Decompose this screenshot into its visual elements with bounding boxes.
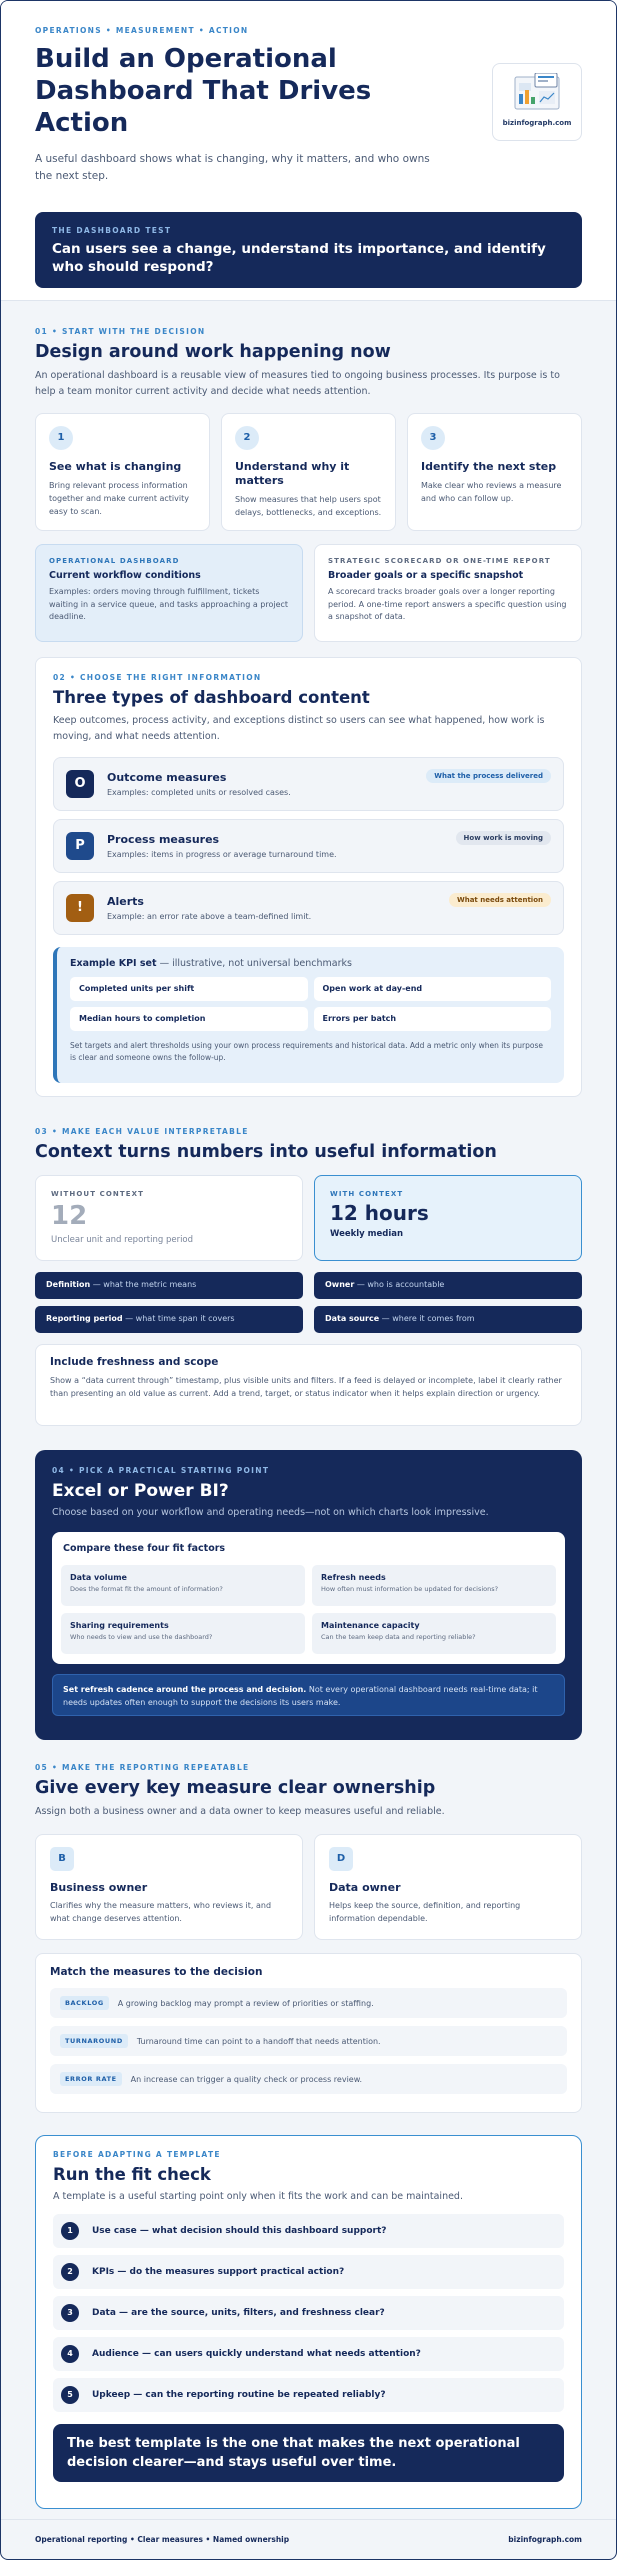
step-title: Understand why it matters — [235, 460, 350, 487]
fit-factor — [61, 1613, 305, 1654]
strategic-label: STRATEGIC SCORECARD OR ONE-TIME REPORT — [328, 557, 551, 565]
footer — [1, 2519, 616, 2559]
checklist-number: 3 — [61, 2304, 79, 2322]
s4-kicker: 04 • PICK A PRACTICAL STARTING POINT — [52, 1466, 270, 1475]
step-text: Show measures that help users spot delays, bottlenecks, and exceptions. — [235, 495, 382, 517]
without-caption: Unclear unit and reporting period — [51, 1235, 194, 1245]
alert-icon: ! — [66, 894, 94, 922]
step-card — [221, 413, 396, 531]
kpi-title: Example KPI set — [70, 958, 157, 969]
kpi-heading — [70, 958, 551, 969]
content-type-alerts — [53, 881, 564, 935]
strategic-text: A scorecard tracks broader goals over a longer reporting period. A one-time report answers a specific question using a snapshot of data. — [328, 587, 567, 621]
checklist-text: KPIs — do the measures support practical action? — [92, 2267, 345, 2277]
content-type-title: Outcome measures — [107, 771, 227, 784]
pill-term: Data source — [325, 1314, 380, 1323]
section-ownership — [1, 1740, 616, 2113]
page-title: Build an Operational Dashboard That Drives Action — [35, 44, 372, 138]
checklist-number: 2 — [61, 2263, 79, 2281]
kpi-item: Errors per batch — [314, 1007, 552, 1031]
content-type-tag: How work is moving — [456, 831, 551, 845]
s2-title: Three types of dashboard content — [53, 688, 370, 707]
kpi-note: Set targets and alert thresholds using your own process requirements and historical data. Add a metric only when its purpose is clear and someone owns the follow-up. — [70, 1041, 544, 1062]
fit-factors-box — [52, 1532, 565, 1664]
footer-tagline: Operational reporting • Clear measures • Named ownership — [35, 2535, 290, 2544]
checklist-item — [53, 2214, 564, 2248]
freshness-card — [35, 1344, 582, 1426]
refresh-note-bold: Set refresh cadence around the process and decision. — [63, 1685, 307, 1694]
s2-kicker: 02 • CHOOSE THE RIGHT INFORMATION — [53, 673, 262, 682]
closing-statement: The best template is the one that makes the next operational decision clearer—and stays useful over time. — [53, 2424, 564, 2482]
s3-kicker: 03 • MAKE EACH VALUE INTERPRETABLE — [35, 1127, 249, 1136]
match-title: Match the measures to the decision — [50, 1966, 263, 1978]
factor-title: Refresh needs — [321, 1573, 386, 1582]
content-type-tag: What needs attention — [449, 893, 551, 907]
content-type-text: Examples: items in progress or average turnaround time. — [107, 850, 337, 859]
checklist-item — [53, 2337, 564, 2371]
pill-term: Reporting period — [46, 1314, 123, 1323]
context-pill — [35, 1306, 303, 1333]
s4-desc: Choose based on your workflow and operating needs—not on which charts look impressive. — [52, 1507, 489, 1518]
content-type-text: Example: an error rate above a team-defined limit. — [107, 912, 312, 921]
step-text: Make clear who reviews a measure and who can follow up. — [421, 481, 562, 503]
factor-text: Can the team keep data and reporting reliable? — [321, 1633, 476, 1641]
section-context — [1, 1097, 616, 1426]
checklist — [53, 2214, 564, 2412]
context-compare-row — [35, 1175, 582, 1261]
owners-row — [35, 1834, 582, 1940]
freshness-title: Include freshness and scope — [50, 1356, 219, 1368]
owner-text: Helps keep the source, definition, and reporting information dependable. — [329, 1901, 521, 1923]
operational-title: Current workflow conditions — [49, 570, 201, 581]
with-label: WITH CONTEXT — [330, 1190, 404, 1198]
step-card — [35, 413, 210, 531]
factor-text: Who needs to view and use the dashboard? — [70, 1633, 213, 1641]
checklist-item — [53, 2255, 564, 2289]
content-type-title: Process measures — [107, 833, 220, 846]
kpi-item: Completed units per shift — [70, 977, 308, 1001]
pill-text: — where it comes from — [381, 1314, 475, 1323]
measure-text: Turnaround time can point to a handoff that needs attention. — [136, 2036, 381, 2046]
s1-title: Design around work happening now — [35, 342, 391, 362]
s1-desc: An operational dashboard is a reusable view of measures tied to ongoing business processes. Its purpose is to help a team monitor current activity and decide what needs attention. — [35, 370, 560, 397]
s5-title: Give every key measure clear ownership — [35, 1778, 436, 1798]
checklist-number: 5 — [61, 2386, 79, 2404]
test-question: Can users see a change, understand its importance, and identify who should respond? — [52, 241, 546, 275]
section-decision — [1, 301, 616, 1097]
hero-subtitle: A useful dashboard shows what is changing, why it matters, and who owns the next step. — [35, 153, 430, 182]
content-type-outcome — [53, 757, 564, 811]
s6-title: Run the fit check — [53, 2165, 211, 2184]
step-number: 2 — [235, 426, 259, 450]
refresh-note-text: Not every operational dashboard needs real-time data; it needs updates often enough to support the decisions its users make. — [63, 1685, 538, 1707]
context-pill — [314, 1306, 582, 1333]
measure-tag: BACKLOG — [60, 1996, 109, 2010]
section-content-types — [35, 657, 582, 1097]
s1-kicker: 01 • START WITH THE DECISION — [35, 327, 206, 336]
s2-desc: Keep outcomes, process activity, and exceptions distinct so users can see what happened, how work is moving, and what needs attention. — [53, 715, 545, 742]
s5-kicker: 05 • MAKE THE REPORTING REPEATABLE — [35, 1763, 250, 1772]
owner-text: Clarifies why the measure matters, who reviews it, and what change deserves attention. — [50, 1901, 272, 1923]
footer-site: bizinfograph.com — [508, 2535, 582, 2544]
dashboard-test-box — [35, 212, 582, 288]
process-icon: P — [66, 832, 94, 860]
checklist-number: 4 — [61, 2345, 79, 2363]
data-owner-icon: D — [329, 1847, 353, 1871]
measure-tag: TURNAROUND — [60, 2034, 128, 2048]
outcome-icon: O — [66, 770, 94, 798]
factor-title: Sharing requirements — [70, 1621, 169, 1630]
pill-text: — who is accountable — [356, 1280, 445, 1289]
factor-text: How often must information be updated for decisions? — [321, 1585, 499, 1593]
refresh-note — [52, 1674, 565, 1716]
checklist-text: Data — are the source, units, filters, and freshness clear? — [92, 2308, 385, 2318]
content-type-title: Alerts — [107, 895, 144, 908]
pill-term: Owner — [325, 1280, 355, 1289]
match-row — [50, 1988, 567, 2018]
measure-text: An increase can trigger a quality check or process review. — [130, 2074, 363, 2084]
operational-dashboard-box — [35, 544, 303, 642]
kpi-item: Median hours to completion — [70, 1007, 308, 1031]
step-card — [407, 413, 582, 531]
context-pill — [314, 1272, 582, 1299]
hero-section — [1, 1, 616, 301]
checklist-item — [53, 2378, 564, 2412]
section-fit-check — [35, 2135, 582, 2509]
checklist-item — [53, 2296, 564, 2330]
pill-text: — what time span it covers — [125, 1314, 235, 1323]
match-row — [50, 2026, 567, 2056]
content-type-process — [53, 819, 564, 873]
fit-factor — [312, 1613, 556, 1654]
measure-tag: ERROR RATE — [60, 2072, 122, 2086]
s6-desc: A template is a useful starting point only when it fits the work and can be maintained. — [53, 2191, 463, 2202]
context-pills — [35, 1272, 582, 1333]
section-excel-power-bi — [35, 1450, 582, 1740]
factor-title: Maintenance capacity — [321, 1621, 420, 1630]
without-value: 12 — [51, 1201, 88, 1231]
checklist-number: 1 — [61, 2222, 79, 2240]
strategic-scorecard-box — [314, 544, 582, 642]
kpi-item: Open work at day-end — [314, 977, 552, 1001]
logo — [492, 63, 582, 141]
freshness-text: Show a “data current through” timestamp, plus visible units and filters. If a feed is delayed or incomplete, label it clearly rather than presenting an old value as current. Add a trend, target, or status indicator when it helps explain direction or urgency. — [50, 1376, 562, 1398]
content-type-text: Examples: completed units or resolved cases. — [107, 788, 291, 797]
pill-term: Definition — [46, 1280, 91, 1289]
step-text: Bring relevant process information together and make current activity easy to scan. — [49, 481, 189, 516]
fit-factors-title: Compare these four fit factors — [63, 1543, 226, 1554]
checklist-text: Use case — what decision should this dashboard support? — [92, 2226, 387, 2236]
business-owner-icon: B — [50, 1847, 74, 1871]
strategic-title: Broader goals or a specific snapshot — [328, 570, 524, 581]
dashboard-logo-icon — [513, 73, 561, 113]
owner-title: Business owner — [50, 1881, 148, 1894]
data-owner-card — [314, 1834, 582, 1940]
match-row — [50, 2064, 567, 2094]
s3-title: Context turns numbers into useful information — [35, 1142, 497, 1162]
kpi-set-box — [53, 947, 564, 1083]
hero-kicker: OPERATIONS • MEASUREMENT • ACTION — [35, 26, 249, 35]
with-caption: Weekly median — [330, 1229, 404, 1239]
step-title: See what is changing — [49, 460, 182, 473]
fit-factor — [312, 1565, 556, 1606]
fit-factor — [61, 1565, 305, 1606]
pill-text: — what the metric means — [92, 1280, 197, 1289]
measure-text: A growing backlog may prompt a review of priorities or staffing. — [117, 1998, 374, 2008]
business-owner-card — [35, 1834, 303, 1940]
without-context-card — [35, 1175, 303, 1261]
steps-row — [35, 413, 582, 531]
with-context-card — [314, 1175, 582, 1261]
content-type-tag: What the process delivered — [426, 769, 551, 783]
step-number: 1 — [49, 426, 73, 450]
step-number: 3 — [421, 426, 445, 450]
s6-kicker: BEFORE ADAPTING A TEMPLATE — [53, 2150, 221, 2159]
operational-label: OPERATIONAL DASHBOARD — [49, 557, 180, 565]
match-measures-card — [35, 1953, 582, 2113]
s5-desc: Assign both a business owner and a data owner to keep measures useful and reliable. — [35, 1806, 445, 1817]
without-label: WITHOUT CONTEXT — [51, 1190, 144, 1198]
factor-title: Data volume — [70, 1573, 127, 1582]
context-pill — [35, 1272, 303, 1299]
logo-text: bizinfograph.com — [502, 119, 572, 127]
s4-title: Excel or Power BI? — [52, 1481, 229, 1501]
step-title: Identify the next step — [421, 460, 557, 473]
with-value: 12 hours — [330, 1201, 429, 1225]
kpi-grid — [70, 977, 551, 1031]
test-label: THE DASHBOARD TEST — [52, 226, 172, 235]
factor-text: Does the format fit the amount of information? — [70, 1585, 223, 1593]
checklist-text: Upkeep — can the reporting routine be repeated reliably? — [92, 2390, 386, 2400]
dashboard-compare-row — [35, 544, 582, 642]
kpi-suffix: — illustrative, not universal benchmarks — [159, 958, 352, 969]
owner-title: Data owner — [329, 1881, 401, 1894]
operational-text: Examples: orders moving through fulfillment, tickets waiting in a service queue, and tasks approaching a project deadline. — [49, 587, 289, 621]
checklist-text: Audience — can users quickly understand what needs attention? — [92, 2349, 421, 2359]
fit-factors-grid — [61, 1565, 556, 1654]
